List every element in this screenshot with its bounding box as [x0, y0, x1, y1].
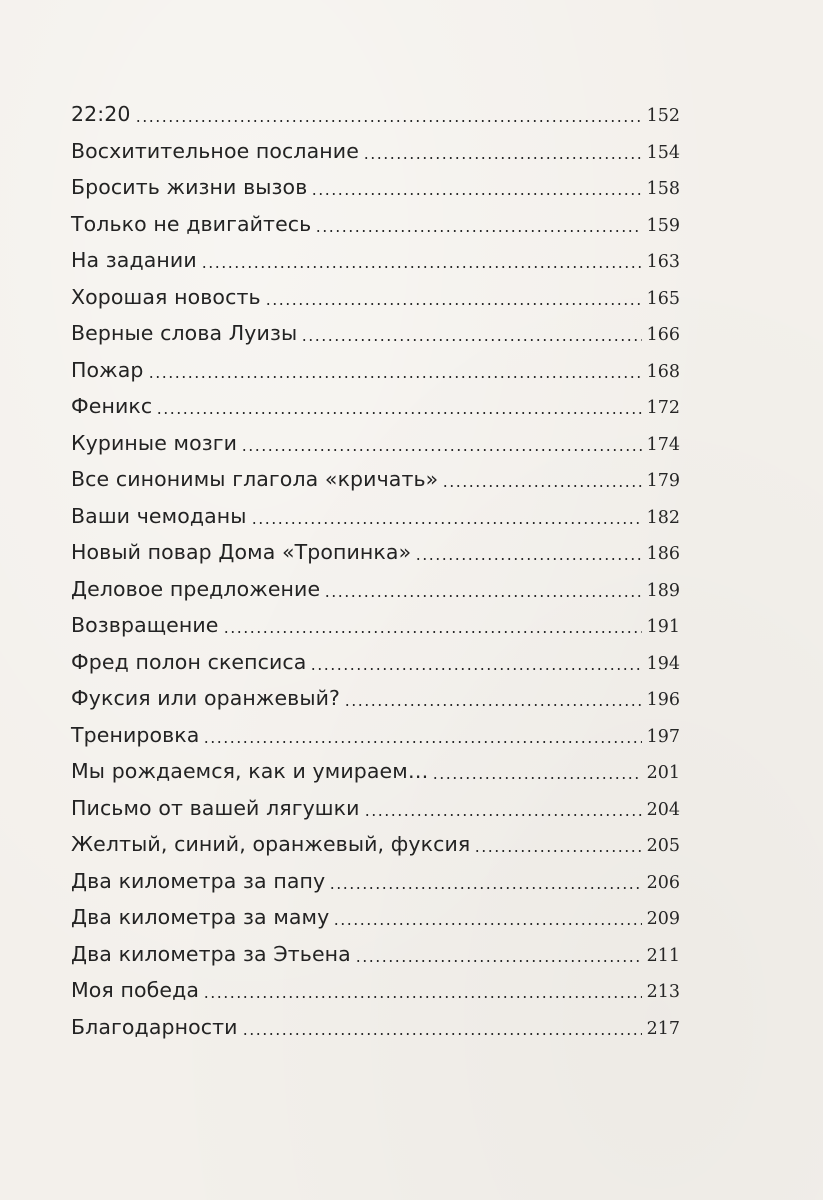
- toc-entry-title: Возвращение: [71, 613, 219, 637]
- dot-leader: [432, 777, 642, 779]
- toc-entry: [71, 607, 680, 644]
- toc-entry-title: Бросить жизни вызов: [71, 175, 308, 199]
- toc-entry-page: 205: [646, 836, 680, 856]
- toc-entry: [71, 972, 680, 1009]
- toc-entry: [71, 753, 680, 790]
- toc-entry: [71, 279, 680, 316]
- toc-entry-title: Пожар: [71, 357, 144, 382]
- table-of-contents: [71, 96, 680, 1045]
- toc-entry-page: 186: [646, 544, 680, 564]
- toc-entry-title: Только не двигайтесь: [71, 211, 312, 236]
- dot-leader: [355, 960, 642, 962]
- toc-entry-page: 172: [646, 398, 680, 418]
- toc-entry-title: Все синонимы глагола «кричать»: [71, 467, 439, 491]
- toc-entry: [71, 352, 680, 389]
- dot-leader: [242, 1033, 642, 1035]
- toc-entry: [71, 133, 680, 170]
- toc-entry-title: Два километра за маму: [71, 905, 330, 929]
- toc-entry-page: 174: [646, 434, 680, 455]
- toc-entry-page: 168: [646, 361, 680, 382]
- toc-entry: [71, 936, 680, 973]
- toc-entry: [71, 534, 680, 571]
- toc-entry-title: Желтый, синий, оранжевый, фуксия: [71, 832, 471, 856]
- toc-entry-title: Фуксия или оранжевый?: [71, 686, 341, 710]
- toc-entry: [71, 498, 680, 535]
- toc-entry-page: 194: [646, 653, 680, 674]
- dot-leader: [364, 814, 642, 816]
- toc-entry-page: 191: [646, 617, 680, 637]
- toc-entry-page: 209: [646, 909, 680, 929]
- dot-leader: [333, 923, 642, 925]
- toc-entry: [71, 571, 680, 608]
- toc-entry: [71, 826, 680, 863]
- toc-entry-title: Мы рождаемся, как и умираем…: [71, 759, 429, 783]
- toc-entry-page: 152: [646, 106, 680, 126]
- dot-leader: [324, 595, 642, 597]
- dot-leader: [301, 339, 642, 341]
- toc-entry-page: 206: [646, 872, 680, 893]
- toc-entry-page: 163: [646, 252, 680, 272]
- toc-entry: [71, 863, 680, 900]
- toc-entry: [71, 425, 680, 462]
- toc-entry: [71, 315, 680, 352]
- toc-entry-title: Феникс: [71, 394, 153, 418]
- toc-entry-page: 165: [646, 288, 680, 309]
- toc-entry: [71, 790, 680, 827]
- toc-entry: [71, 96, 680, 133]
- toc-entry-page: 154: [646, 142, 680, 163]
- toc-entry-page: 179: [646, 471, 680, 491]
- toc-entry-page: 182: [646, 507, 680, 528]
- dot-leader: [148, 376, 642, 378]
- toc-entry-page: 159: [646, 215, 680, 236]
- toc-entry-page: 197: [646, 726, 680, 747]
- dot-leader: [310, 668, 642, 670]
- dot-leader: [329, 887, 642, 889]
- toc-entry: [71, 242, 680, 279]
- toc-entry-title: Фред полон скепсиса: [71, 649, 307, 674]
- toc-entry-title: Два километра за папу: [71, 868, 326, 893]
- dot-leader: [241, 449, 642, 451]
- toc-entry-title: Тренировка: [71, 722, 200, 747]
- dot-leader: [442, 485, 642, 487]
- toc-entry: [71, 644, 680, 681]
- toc-entry-page: 158: [646, 179, 680, 199]
- toc-entry-page: 217: [646, 1018, 680, 1039]
- toc-entry-title: Верные слова Луизы: [71, 321, 298, 345]
- toc-entry-page: 204: [646, 799, 680, 820]
- toc-entry-title: На задании: [71, 248, 197, 272]
- toc-entry: [71, 1009, 680, 1046]
- dot-leader: [156, 412, 642, 414]
- toc-entry: [71, 899, 680, 936]
- toc-entry-title: Деловое предложение: [71, 576, 321, 601]
- toc-entry-page: 213: [646, 982, 680, 1002]
- toc-entry-title: Хорошая новость: [71, 284, 261, 309]
- toc-entry: [71, 388, 680, 425]
- toc-entry-title: 22:20: [71, 102, 131, 126]
- dot-leader: [203, 996, 642, 998]
- dot-leader: [415, 558, 642, 560]
- dot-leader: [315, 230, 642, 232]
- toc-entry-title: Письмо от вашей лягушки: [71, 795, 360, 820]
- dot-leader: [201, 266, 642, 268]
- toc-entry-title: Восхитительное послание: [71, 138, 359, 163]
- dot-leader: [474, 850, 642, 852]
- toc-entry: [71, 680, 680, 717]
- dot-leader: [223, 631, 642, 633]
- toc-entry: [71, 461, 680, 498]
- dot-leader: [203, 741, 642, 743]
- toc-entry-page: 211: [646, 945, 680, 966]
- toc-entry-title: Два километра за Этьена: [71, 941, 351, 966]
- dot-leader: [135, 120, 642, 122]
- toc-entry: [71, 206, 680, 243]
- dot-leader: [344, 704, 642, 706]
- dot-leader: [251, 522, 642, 524]
- toc-entry-title: Благодарности: [71, 1014, 238, 1039]
- dot-leader: [265, 303, 642, 305]
- toc-entry: [71, 717, 680, 754]
- toc-entry-title: Куриные мозги: [71, 430, 238, 455]
- toc-entry-page: 196: [646, 690, 680, 710]
- dot-leader: [311, 193, 642, 195]
- toc-entry-page: 189: [646, 580, 680, 601]
- dot-leader: [363, 157, 642, 159]
- toc-entry-title: Новый повар Дома «Тропинка»: [71, 540, 412, 564]
- toc-entry-title: Ваши чемоданы: [71, 503, 247, 528]
- toc-entry: [71, 169, 680, 206]
- toc-entry-title: Моя победа: [71, 978, 200, 1002]
- toc-entry-page: 166: [646, 325, 680, 345]
- toc-entry-page: 201: [646, 763, 680, 783]
